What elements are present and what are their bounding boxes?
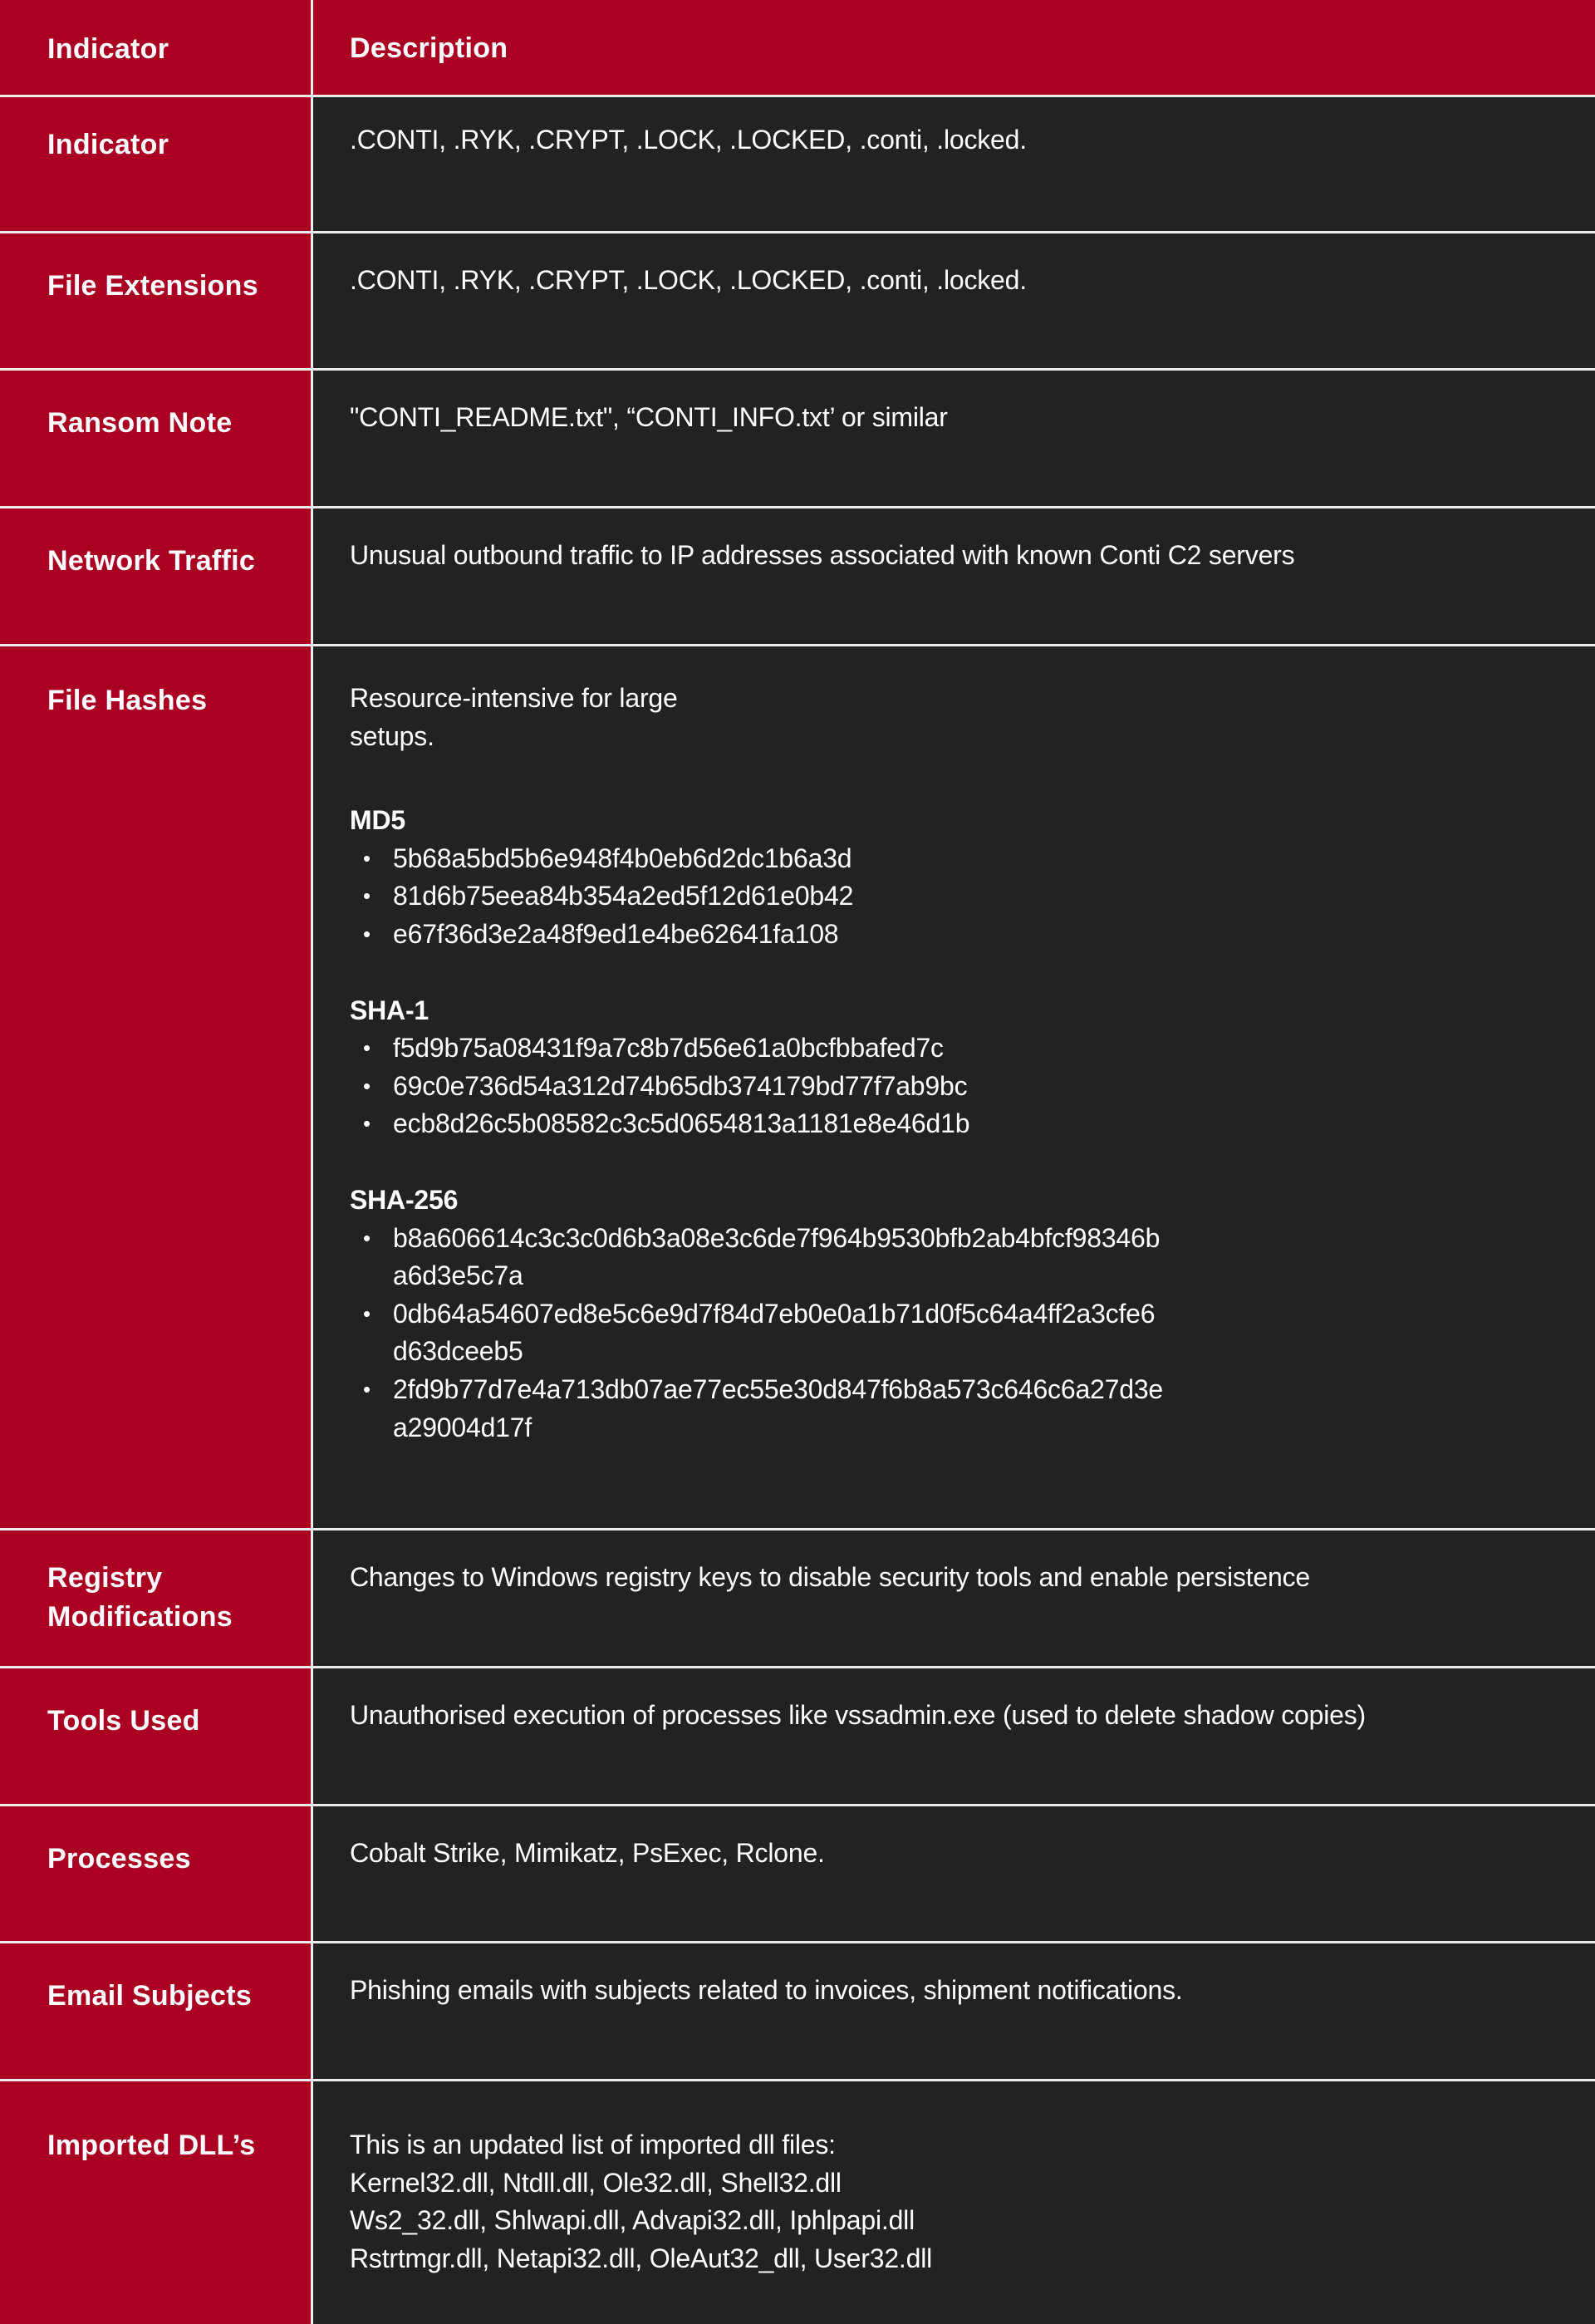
hash-intro-line: setups.: [350, 720, 434, 751]
sha1-hash: 69c0e736d54a312d74b65db374179bd77f7ab9bc: [393, 1070, 968, 1101]
bullet-icon: •: [363, 1300, 371, 1326]
md5-hash: e67f36d3e2a48f9ed1e4be62641fa108: [393, 918, 839, 949]
bullet-icon: •: [363, 1225, 371, 1250]
row-label: File Hashes: [0, 646, 311, 1528]
sha256-hash-part: a29004d17f: [393, 1412, 532, 1442]
row-description: Cobalt Strike, Mimikatz, PsExec, Rclone.: [313, 1806, 1595, 1941]
sha1-hash: ecb8d26c5b08582c3c5d0654813a1181e8e46d1b: [393, 1108, 970, 1139]
table-row: [0, 1943, 1595, 2079]
header-indicator: Indicator: [0, 0, 311, 95]
list-item: [350, 877, 1280, 916]
table-row: [0, 233, 1595, 368]
row-description: [313, 2081, 1595, 2324]
sha256-heading: SHA-256: [350, 1184, 459, 1215]
list-item: [350, 1220, 1280, 1295]
list-item: [350, 1105, 1280, 1143]
sha256-list: [350, 1220, 1595, 1447]
sha1-hash: f5d9b75a08431f9a7c8b7d56e61a0bcfbbafed7c: [393, 1033, 944, 1064]
sha256-hash-part: 2fd9b77d7e4a713db07ae77ec55e30d847f6b8a573c646c6a27d3e: [393, 1373, 1164, 1404]
sha1-heading: SHA-1: [350, 995, 429, 1025]
dll-line: Kernel32.dll, Ntdll.dll, Ole32.dll, Shell32.dll: [350, 2167, 842, 2198]
table-row: [0, 2081, 1595, 2324]
row-description: Unusual outbound traffic to IP addresses associated with known Conti C2 servers: [313, 509, 1595, 644]
bullet-icon: •: [363, 1111, 371, 1137]
hash-intro-line: Resource-intensive for large: [350, 683, 678, 713]
bullet-icon: •: [363, 1376, 371, 1402]
list-item: [350, 1371, 1280, 1447]
table-row-file-hashes: [0, 646, 1595, 1528]
row-description: Phishing emails with subjects related to invoices, shipment notifications.: [313, 1943, 1595, 2079]
row-label: Ransom Note: [0, 371, 311, 506]
row-label: Processes: [0, 1806, 311, 1941]
row-label: Imported DLL’s: [0, 2081, 311, 2324]
table-row: [0, 1668, 1595, 1804]
md5-heading: MD5: [350, 805, 405, 836]
row-label: Indicator: [0, 97, 311, 231]
row-description: .CONTI, .RYK, .CRYPT, .LOCK, .LOCKED, .conti, .locked.: [313, 233, 1595, 368]
bullet-icon: •: [363, 1035, 371, 1061]
dll-line: Rstrtmgr.dll, Netapi32.dll, OleAut32_dll, User32.dll: [350, 2243, 933, 2273]
row-description: .CONTI, .RYK, .CRYPT, .LOCK, .LOCKED, .conti, .locked.: [313, 97, 1595, 231]
row-description: [313, 646, 1595, 1528]
row-label: Email Subjects: [0, 1943, 311, 2079]
sha256-hash-part: d63dceeb5: [393, 1336, 523, 1367]
bullet-icon: •: [363, 883, 371, 909]
table-row: [0, 1530, 1595, 1666]
sha256-hash-part: a6d3e5c7a: [393, 1260, 523, 1291]
md5-list: [350, 840, 1595, 954]
row-description: Changes to Windows registry keys to disable security tools and enable persistence: [313, 1530, 1595, 1666]
table-row: [0, 97, 1595, 231]
table-row: [0, 1806, 1595, 1941]
table-row: [0, 509, 1595, 644]
row-label-line: Registry: [47, 1562, 163, 1594]
md5-hash: 81d6b75eea84b354a2ed5f12d61e0b42: [393, 881, 854, 911]
dll-line: This is an updated list of imported dll files:: [350, 2130, 836, 2159]
list-item: [350, 916, 1280, 954]
row-label: Network Traffic: [0, 509, 311, 644]
md5-hash: 5b68a5bd5b6e948f4b0eb6d2dc1b6a3d: [393, 843, 852, 873]
list-item: [350, 1295, 1280, 1371]
row-label: Tools Used: [0, 1668, 311, 1804]
bullet-icon: •: [363, 845, 371, 871]
table-row: [0, 371, 1595, 506]
list-item: [350, 1029, 1280, 1068]
header-description: Description: [313, 0, 1595, 95]
list-item: [350, 1068, 1280, 1106]
sha1-list: [350, 1029, 1595, 1143]
dll-line: Ws2_32.dll, Shlwapi.dll, Advapi32.dll, Iphlpapi.dll: [350, 2205, 915, 2236]
list-item: [350, 840, 1280, 878]
row-label: File Extensions: [0, 233, 311, 368]
bullet-icon: •: [363, 921, 371, 946]
bullet-icon: •: [363, 1073, 371, 1098]
sha256-hash-part: b8a606614c3c3c0d6b3a08e3c6de7f964b9530bfb2ab4bfcf98346b: [393, 1222, 1161, 1253]
sha256-hash-part: 0db64a54607ed8e5c6e9d7f84d7eb0e0a1b71d0f5c64a4ff2a3cfe6: [393, 1298, 1156, 1329]
row-label-line: Modifications: [47, 1601, 233, 1633]
table-header: [0, 0, 1595, 95]
row-description: "CONTI_README.txt", “CONTI_INFO.txt’ or similar: [313, 371, 1595, 506]
row-description: Unauthorised execution of processes like vssadmin.exe (used to delete shadow copies): [313, 1668, 1595, 1804]
row-label: [0, 1530, 311, 1666]
